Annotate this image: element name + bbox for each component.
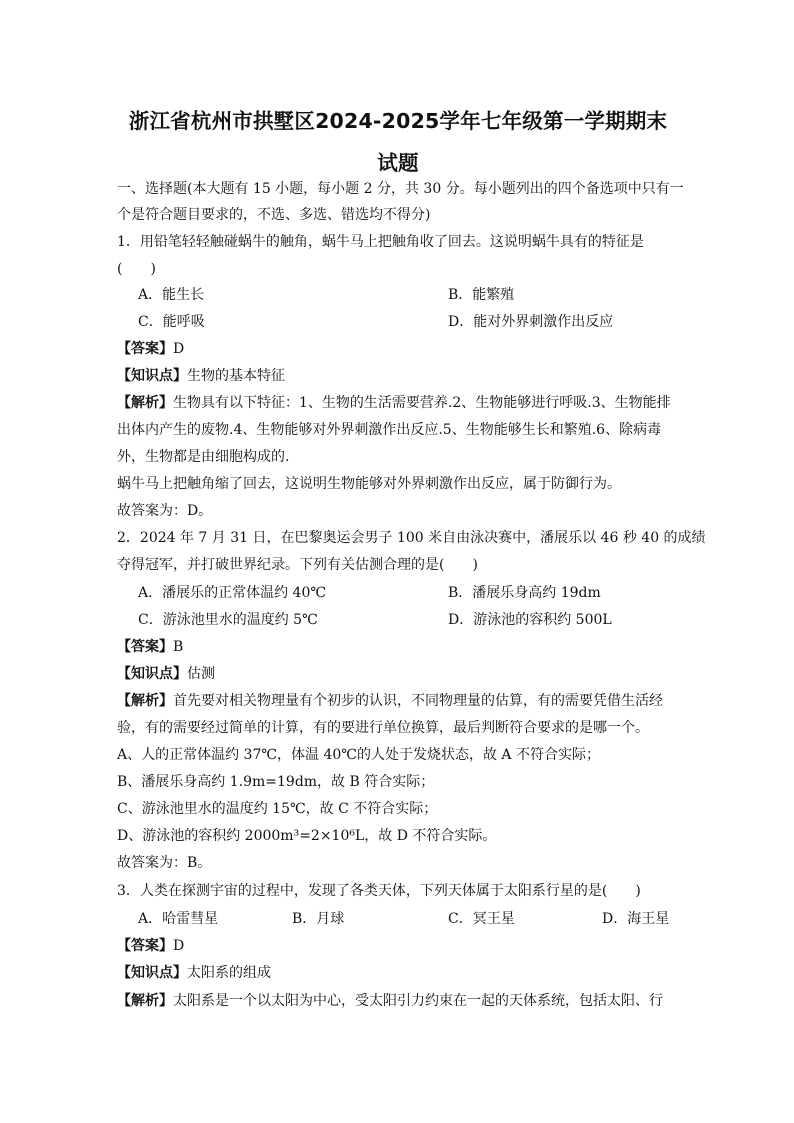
q2-option-b: B．潘展乐身高约 19dm xyxy=(448,585,601,601)
knowledge-tag: 【知识点】 xyxy=(117,368,187,384)
q2-analysis-line3: A、人的正常体温约 37℃，体温 40℃的人处于发烧状态，故 A 不符合实际； xyxy=(117,747,600,763)
answer-value: D xyxy=(173,341,185,357)
q1-analysis-line4: 蜗牛马上把触角缩了回去，这说明生物能够对外界刺激作出反应，属于防御行为。 xyxy=(117,476,621,492)
q1-option-b: B．能繁殖 xyxy=(448,287,515,303)
q1-conclusion: 故答案为：D。 xyxy=(117,503,213,519)
q1-option-c: C．能呼吸 xyxy=(138,314,205,330)
q2-stem-line2: 夺得冠军，并打破世界纪录。下列有关估测合理的是( ) xyxy=(117,557,478,573)
q1-analysis-line3: 外，生物都是由细胞构成的. xyxy=(117,449,290,465)
knowledge-tag: 【知识点】 xyxy=(117,666,187,682)
answer-tag: 【答案】 xyxy=(117,938,173,954)
q1-stem-line1: 1．用铅笔轻轻触碰蜗牛的触角，蜗牛马上把触角收了回去。这说明蜗牛具有的特征是 xyxy=(117,234,644,250)
q2-option-d: D．游泳池的容积约 500L xyxy=(448,612,612,628)
answer-value: D xyxy=(173,938,185,954)
section-heading-line1: 一、选择题(本大题有 15 小题，每小题 2 分，共 30 分。每小题列出的四个备选项中只有一 xyxy=(117,181,684,197)
q2-analysis-line2: 验，有的需要经过简单的计算，有的要进行单位换算，最后判断符合要求的是哪一个。 xyxy=(117,720,649,736)
section-heading-line2: 个是符合题目要求的，不选、多选、错选均不得分) xyxy=(117,207,431,223)
analysis-text: 太阳系是一个以太阳为中心，受太阳引力约束在一起的天体系统，包括太阳、行 xyxy=(173,993,663,1009)
q2-analysis-line1 xyxy=(117,692,683,710)
answer-value: B xyxy=(173,639,184,655)
q1-knowledge-point xyxy=(117,367,683,385)
q2-analysis-line6: D、游泳池的容积约 2000m³=2×10⁶L，故 D 不符合实际。 xyxy=(117,828,497,844)
analysis-tag: 【解析】 xyxy=(117,395,173,411)
knowledge-tag: 【知识点】 xyxy=(117,965,187,981)
q3-option-d: D．海王星 xyxy=(602,911,670,927)
q1-analysis-line2: 出体内产生的废物.4、生物能够对外界刺激作出反应.5、生物能够生长和繁殖.6、除病毒 xyxy=(117,422,662,438)
q1-stem-line2: ( ) xyxy=(117,261,156,277)
knowledge-value: 估测 xyxy=(187,666,215,682)
document-title-line2: 试题 xyxy=(377,151,419,175)
q1-option-d: D．能对外界刺激作出反应 xyxy=(448,314,614,330)
answer-tag: 【答案】 xyxy=(117,341,173,357)
q2-knowledge-point xyxy=(117,665,683,683)
analysis-text: 首先要对相关物理量有个初步的认识，不同物理量的估算，有的需要凭借生活经 xyxy=(173,693,663,709)
analysis-tag: 【解析】 xyxy=(117,993,173,1009)
q3-option-c: C．冥王星 xyxy=(448,911,515,927)
q3-option-b: B．月球 xyxy=(292,911,345,927)
document-title-line1: 浙江省杭州市拱墅区2024-2025学年七年级第一学期期末 xyxy=(128,109,668,133)
knowledge-value: 太阳系的组成 xyxy=(187,965,271,981)
q2-option-c: C．游泳池里水的温度约 5℃ xyxy=(138,612,318,628)
analysis-tag: 【解析】 xyxy=(117,693,173,709)
q3-stem-line1: 3．人类在探测宇宙的过程中，发现了各类天体，下列天体属于太阳系行星的是( ) xyxy=(117,883,641,899)
q2-option-a: A．潘展乐的正常体温约 40℃ xyxy=(138,585,327,601)
q2-stem-line1: 2．2024 年 7 月 31 日，在巴黎奥运会男子 100 米自由泳决赛中，潘展乐以 46 秒 40 的成绩 xyxy=(117,530,706,546)
q2-analysis-line5: C、游泳池里水的温度约 15℃，故 C 不符合实际； xyxy=(117,801,438,817)
q3-analysis-line1 xyxy=(117,992,683,1010)
q2-answer xyxy=(117,638,683,656)
q1-answer xyxy=(117,340,683,358)
q3-answer xyxy=(117,937,683,955)
q1-option-a: A．能生长 xyxy=(138,287,205,303)
q2-analysis-line4: B、潘展乐身高约 1.9m=19dm，故 B 符合实际； xyxy=(117,774,435,790)
answer-tag: 【答案】 xyxy=(117,639,173,655)
q3-option-a: A．哈雷彗星 xyxy=(138,911,219,927)
knowledge-value: 生物的基本特征 xyxy=(187,368,285,384)
analysis-text: 生物具有以下特征：1、生物的生活需要营养.2、生物能够进行呼吸.3、生物能排 xyxy=(173,395,671,411)
q2-conclusion: 故答案为：B。 xyxy=(117,855,212,871)
q1-analysis-line1 xyxy=(117,394,683,412)
q3-knowledge-point xyxy=(117,964,683,982)
